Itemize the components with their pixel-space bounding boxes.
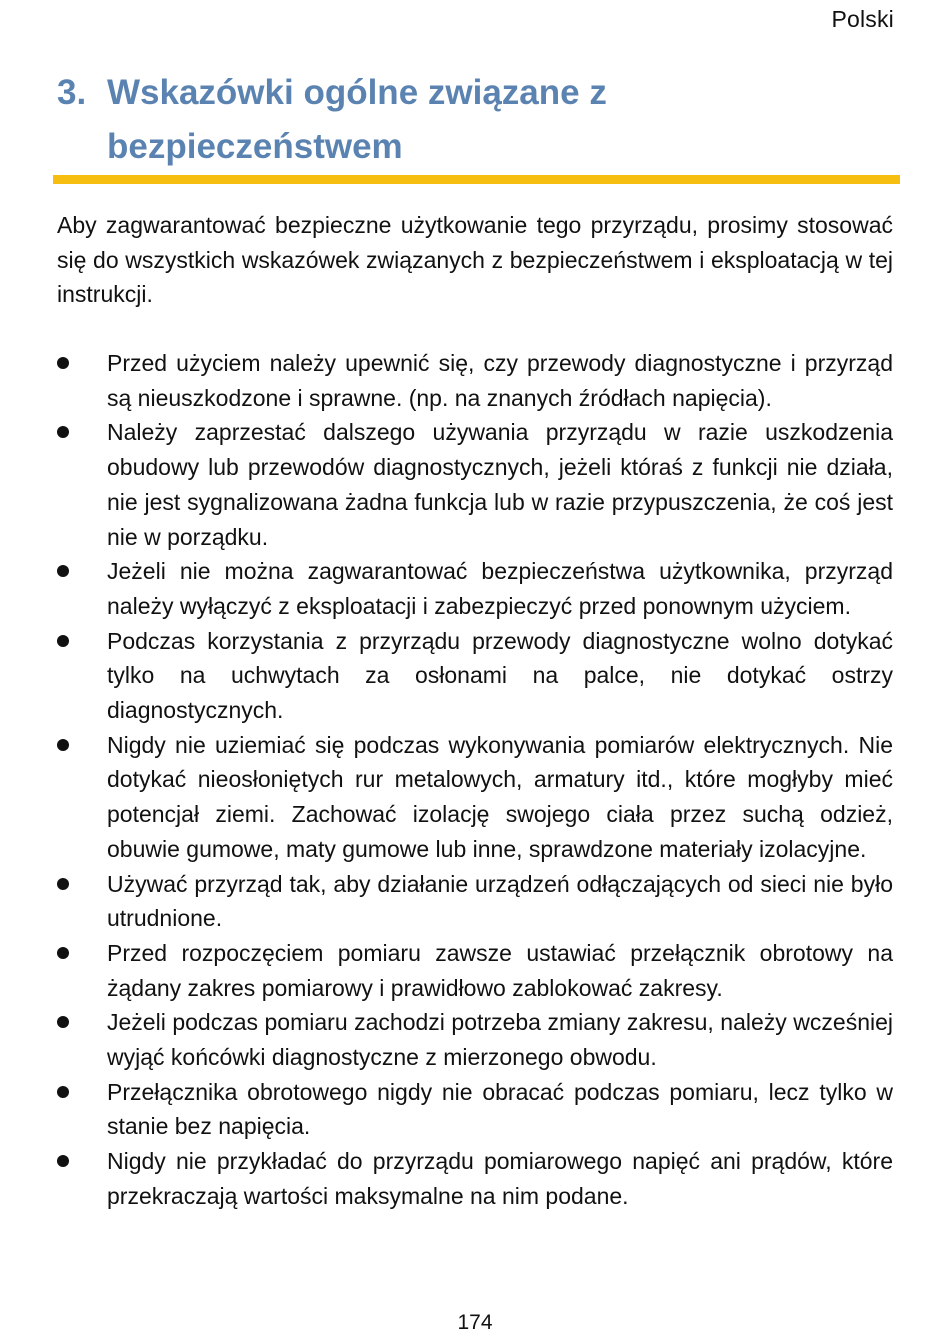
bullet-icon <box>57 947 69 959</box>
list-item-text: Jeżeli nie można zagwarantować bezpieczeństwa użytkownika, przyrząd należy wyłączyć z eksploatacji i zabezpieczyć przed ponownym użyciem. <box>107 558 893 619</box>
list-item-text: Nigdy nie uziemiać się podczas wykonywania pomiarów elektrycznych. Nie dotykać nieosłoniętych rur metalowych, armatury itd., które mogłyby mieć potencjał ziemi. Zachować izolację swojego ciała przez suchą odzież, obuwie gumowe, maty gumowe lub inne, sprawdzone materiały izolacyjne. <box>107 731 893 862</box>
intro-paragraph: Aby zagwarantować bezpieczne użytkowanie tego przyrządu, prosimy stosować się do wszystkich wskazówek związanych z bezpieczeństwem i eksploatacją w tej instrukcji. <box>57 212 893 308</box>
bullet-icon <box>57 739 69 751</box>
bullet-icon <box>57 357 69 369</box>
list-item <box>57 936 893 1005</box>
bullet-icon <box>57 1086 69 1098</box>
heading-divider <box>53 175 900 184</box>
section-number: 3. <box>57 73 87 112</box>
list-item-text: Należy zaprzestać dalszego używania przyrządu w razie uszkodzenia obudowy lub przewodów diagnostycznych, jeżeli któraś z funkcji nie działa, nie jest sygnalizowana żadna funkcja lub w razie przypuszczenia, że coś jest nie w porządku. <box>107 419 893 550</box>
list-item <box>57 554 893 623</box>
bullet-icon <box>57 1016 69 1028</box>
bullet-icon <box>57 635 69 647</box>
list-item-text: Przełącznika obrotowego nigdy nie obracać podczas pomiaru, lecz tylko w stanie bez napięcia. <box>107 1078 893 1140</box>
list-item-text: Nigdy nie przykładać do przyrządu pomiarowego napięć ani prądów, które przekraczają wartości maksymalne na nim podane. <box>107 1148 893 1209</box>
language-label: Polski <box>831 6 894 32</box>
section-heading <box>57 66 897 174</box>
list-item <box>57 1075 893 1144</box>
list-item <box>57 728 893 867</box>
bullet-icon <box>57 1155 69 1167</box>
bullet-icon <box>57 565 69 577</box>
list-item-text: Używać przyrząd tak, aby działanie urządzeń odłączających od sieci nie było utrudnione. <box>107 870 893 932</box>
list-item <box>57 867 893 936</box>
list-item <box>57 624 893 728</box>
safety-list <box>57 346 893 1214</box>
list-item-text: Jeżeli podczas pomiaru zachodzi potrzeba zmiany zakresu, należy wcześniej wyjąć końcówki diagnostyczne z mierzonego obwodu. <box>107 1009 893 1071</box>
list-item-text: Podczas korzystania z przyrządu przewody diagnostyczne wolno dotykać tylko na uchwytach za osłonami na palce, nie dotykać ostrzy diagnostycznych. <box>107 627 893 724</box>
list-item <box>57 415 893 554</box>
list-item <box>57 1144 893 1213</box>
list-item-text: Przed użyciem należy upewnić się, czy przewody diagnostyczne i przyrząd są nieuszkodzone i sprawne. (np. na znanych źródłach napięcia). <box>107 350 893 411</box>
section-title: Wskazówki ogólne związane z bezpieczeństwem <box>107 73 607 166</box>
bullet-icon <box>57 426 69 438</box>
list-item-text: Przed rozpoczęciem pomiaru zawsze ustawiać przełącznik obrotowy na żądany zakres pomiarowy i prawidłowo zablokować zakresy. <box>107 939 893 1001</box>
bullet-icon <box>57 878 69 890</box>
list-item <box>57 1005 893 1074</box>
page-number: 174 <box>457 1311 493 1334</box>
list-item <box>57 346 893 415</box>
